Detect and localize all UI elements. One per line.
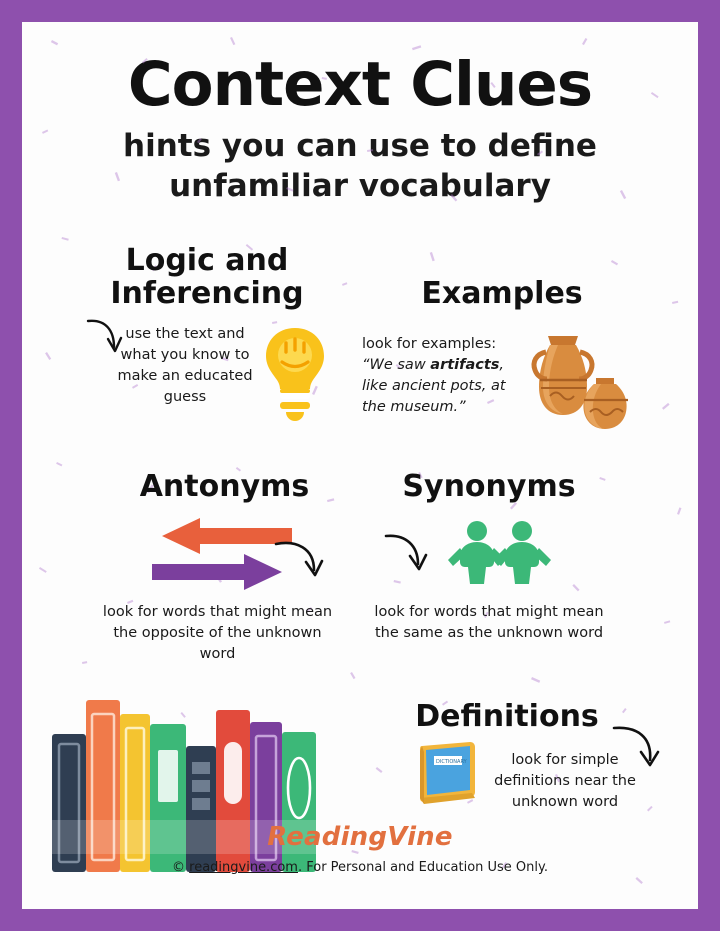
credit-link[interactable]: readingvine.com [189, 860, 298, 875]
curved-arrow-icon-synonyms [378, 530, 430, 582]
svg-text:DICTIONARY: DICTIONARY [436, 759, 467, 765]
section-body-examples [362, 334, 527, 418]
examples-lead: look for examples: [362, 336, 497, 352]
section-body-logic: use the text and what you know to make an educated guess [117, 326, 253, 406]
brand-part-reading: Reading [267, 822, 388, 852]
brand-part-vine: Vine [387, 822, 453, 852]
section-heading-logic: Logic and Inferencing [110, 243, 304, 311]
section-body-antonyms: look for words that might mean the opposite of the unknown word [102, 604, 333, 663]
section-heading-synonyms: Synonyms [402, 469, 576, 504]
curved-arrow-icon-antonyms [270, 534, 326, 590]
copyright-credit [22, 860, 698, 875]
examples-quote-bold: artifacts [430, 357, 500, 374]
section-heading-definitions: Definitions [415, 699, 599, 734]
section-body-synonyms: look for words that might mean the same as the unknown word [374, 604, 604, 642]
brand-logo [22, 822, 698, 852]
credit-prefix: © [172, 860, 190, 875]
section-heading-antonyms: Antonyms [139, 469, 310, 504]
page-subtitle: hints you can use to define unfamiliar vocabulary [123, 128, 597, 204]
vases-icon [512, 322, 632, 442]
credit-suffix: . For Personal and Education Use Only. [297, 860, 548, 875]
poster-canvas [22, 22, 698, 909]
section-heading-examples: Examples [421, 276, 583, 311]
lightbulb-icon [258, 322, 332, 422]
examples-quote-part2: , like ancient pots, at the museum.” [362, 357, 506, 416]
section-body-definitions: look for simple definitions near the unknown word [494, 752, 636, 811]
page-title: Context Clues [127, 49, 593, 120]
two-people-icon [447, 520, 552, 586]
examples-quote-part1: “We saw [362, 357, 431, 374]
